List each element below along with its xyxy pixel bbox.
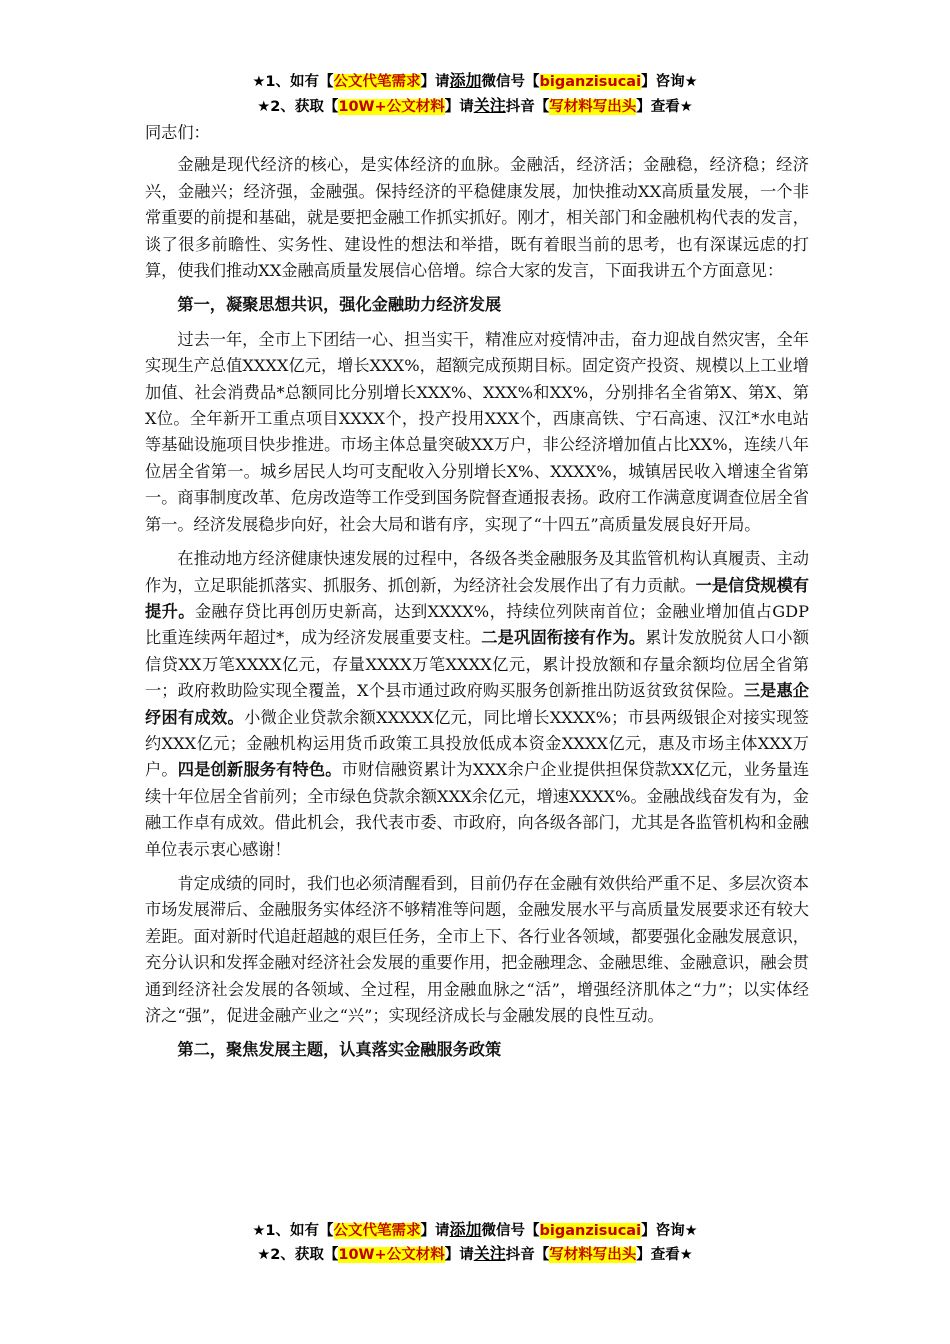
banner-text: 】请: [420, 1223, 450, 1239]
banner-text: 】请: [444, 1247, 474, 1263]
paragraph-text: 金融存贷比再创历史新高，达到XXXX%，持续位列陕南首位；金融业增加值占GDP比重连续两年超过*，成为经济发展重要支柱。: [145, 601, 810, 648]
banner-text: 】请: [444, 99, 474, 115]
bold-point-2: 二是巩固衔接有作为。: [481, 628, 646, 648]
banner-highlight: 10W+公文材料: [338, 99, 445, 115]
salutation: 同志们：: [145, 123, 210, 142]
banner-highlight: biganzisucai: [539, 74, 642, 90]
banner-text: 抖音【: [505, 1247, 550, 1263]
banner-highlight: 写材料写出头: [549, 1247, 637, 1263]
banner-text: 】查看★: [636, 1247, 693, 1263]
paragraph-2: [145, 546, 809, 863]
paragraph-text: 累计发放脱贫人口小额信贷XX万笔XXXX亿元，存量XXXX万笔XXXX亿元，累计投放额和存量余额均位居全省第一；政府救助险实现全覆盖，X个县市通过政府购买服务创新推出防返贫致贫保险。: [145, 628, 810, 701]
banner-underline: 添加: [449, 71, 482, 90]
banner-underline: 添加: [449, 1220, 482, 1239]
banner-text: 微信号【: [481, 1223, 540, 1239]
section-heading-2: 第二，聚焦发展主题，认真落实金融服务政策: [177, 1040, 502, 1060]
document-body: [145, 120, 809, 1072]
banner-highlight: biganzisucai: [539, 1223, 642, 1239]
banner-underline: 关注: [473, 1244, 506, 1263]
paragraph-3: 肯定成绩的同时，我们也必须清醒看到，目前仍存在金融有效供给严重不足、多层次资本市场发展滞后、金融服务实体经济不够精准等问题，金融发展水平与高质量发展要求还有较大差距。面对新时代追赶超越的艰巨任务，全市上下、各行业各领域，都要强化金融发展意识，充分认识和发挥金融对经济社会发展的重要作用，把金融理念、金融思维、金融意识，融会贯通到经济社会发展的各领域、全过程，用金融血脉之“活”，增强经济肌体之“力”；以实体经济之“强”，促进金融产业之“兴”；实现经济成长与金融发展的良性互动。: [145, 873, 809, 1025]
banner-highlight: 10W+公文材料: [338, 1247, 445, 1263]
promo-banner-top-line2: [0, 95, 950, 118]
banner-text: ★2、获取【: [257, 99, 339, 115]
banner-text: 】查看★: [636, 99, 693, 115]
banner-highlight: 写材料写出头: [549, 99, 637, 115]
banner-text: 】请: [420, 74, 450, 90]
paragraph-text: 小微企业贷款余额XXXXX亿元，同比增长XXXX%；市县两级银企对接实现签约XXX亿元；金融机构运用货币政策工具投放低成本资金XXXX亿元，惠及市场主体XXX万户。: [145, 707, 809, 780]
banner-highlight: 公文代笔需求: [333, 1223, 421, 1239]
paragraph-text: 市财信融资累计为XXX余户企业提供担保贷款XX亿元，业务量连续十年位居全省前列；全市绿色贷款余额XXX余亿元，增速XXXX%。金融战线奋发有为，金融工作卓有成效。借此机会，我代表市委、市政府，向各级各部门，尤其是各监管机构和金融单位表示衷心感谢！: [145, 760, 810, 859]
banner-text: ★1、如有【: [252, 74, 334, 90]
banner-text: 抖音【: [505, 99, 550, 115]
bold-point-3: 三是惠企纾困有成效。: [145, 681, 809, 727]
banner-text: ★1、如有【: [252, 1223, 334, 1239]
banner-text: 】咨询★: [641, 1223, 698, 1239]
paragraph-1: 过去一年，全市上下团结一心、担当实干，精准应对疫情冲击，奋力迎战自然灾害，全年实现生产总值XXXX亿元，增长XXX%，超额完成预期目标。固定资产投资、规模以上工业增加值、社会消费品*总额同比分别增长XXX%、XXX%和XX%，分别排名全省第X、第X、第X位。全年新开工重点项目XXXX个，投产投用XXX个，西康高铁、宁石高速、汉江*水电站等基础设施项目快步推进。市场主体总量突破XX万户，非公经济增加值占比XX%，连续八年位居全省第一。城乡居民人均可支配收入分别增长X%、XXXX%，城镇居民收入增速全省第一。商事制度改革、危房改造等工作受到国务院督查通报表扬。政府工作满意度调查位居全省第一。经济发展稳步向好，社会大局和谐有序，实现了“十四五”高质量发展良好开局。: [145, 329, 809, 534]
promo-banner-top-line1: [0, 70, 950, 93]
section-heading-1: 第一，凝聚思想共识，强化金融助力经济发展: [177, 295, 502, 315]
paragraph-text: 在推动地方经济健康快速发展的过程中，各级各类金融服务及其监管机构认真履责、主动作为，立足职能抓落实、抓服务、抓创新，为经济社会发展作出了有力贡献。: [145, 549, 809, 595]
banner-underline: 关注: [473, 96, 506, 115]
banner-highlight: 公文代笔需求: [333, 74, 421, 90]
banner-text: 】咨询★: [641, 74, 698, 90]
banner-text: ★2、获取【: [257, 1247, 339, 1263]
promo-banner-bottom-line2: [0, 1243, 950, 1266]
bold-point-1: 一是信贷规模有提升。: [145, 575, 809, 621]
bold-point-4: 四是创新服务有特色。: [177, 760, 342, 780]
banner-text: 微信号【: [481, 74, 540, 90]
intro-paragraph: 金融是现代经济的核心，是实体经济的血脉。金融活，经济活；金融稳，经济稳；经济兴，金融兴；经济强，金融强。保持经济的平稳健康发展，加快推动XX高质量发展，一个非常重要的前提和基础，就是要把金融工作抓实抓好。刚才，相关部门和金融机构代表的发言，谈了很多前瞻性、实务性、建设性的想法和举措，既有着眼当前的思考，也有深谋远虑的打算，使我们推动XX金融高质量发展信心倍增。综合大家的发言，下面我讲五个方面意见：: [145, 155, 809, 281]
promo-banner-bottom-line1: [0, 1219, 950, 1242]
